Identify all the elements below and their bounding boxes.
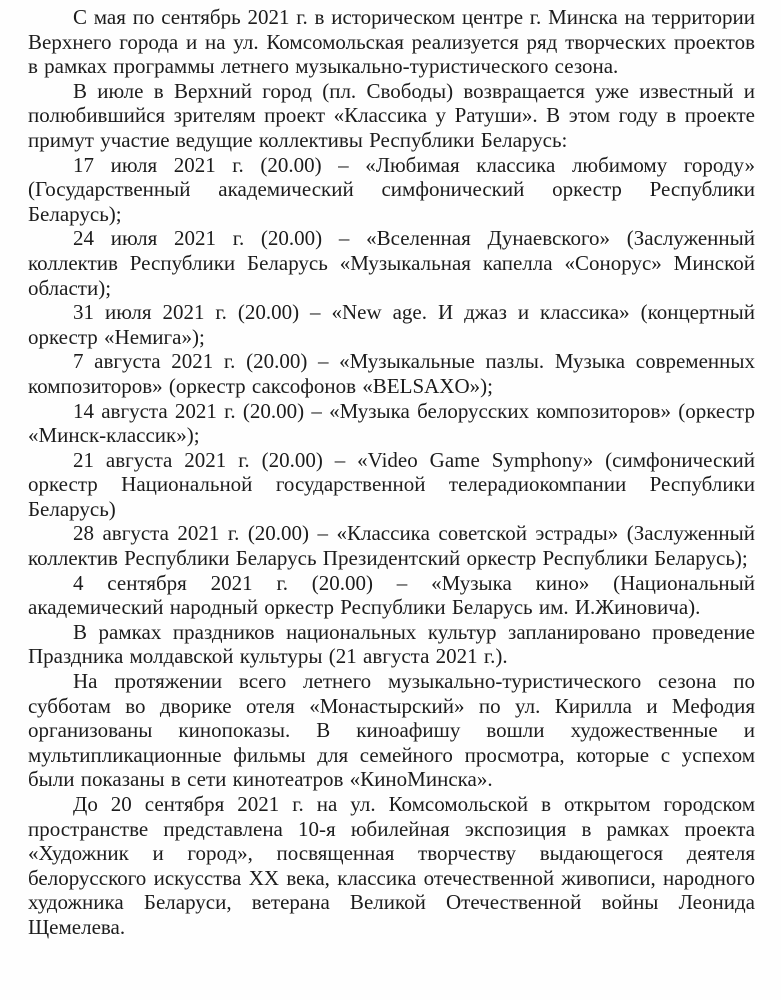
paragraph: 28 августа 2021 г. (20.00) – «Классика советской эстрады» (Заслуженный коллектив Республики Беларусь Президентский оркестр Республики Беларусь); xyxy=(28,521,755,571)
paragraph: До 20 сентября 2021 г. на ул. Комсомольской в открытом городском пространстве представлена 10-я юбилейная экспозиция в рамках проекта «Художник и город», посвященная творчеству выдающегося деятеля белорусского искусства XX века, классика отечественной живописи, народного художника Беларуси, ветерана Великой Отечественной войны Леонида Щемелева. xyxy=(28,792,755,939)
paragraph: На протяжении всего летнего музыкально-туристического сезона по субботам во дворике отеля «Монастырский» по ул. Кирилла и Мефодия организованы кинопоказы. В киноафишу вошли художественные и мультипликационные фильмы для семейного просмотра, которые с успехом были показаны в сети кинотеатров «КиноМинска». xyxy=(28,669,755,792)
paragraph: 7 августа 2021 г. (20.00) – «Музыкальные пазлы. Музыка современных композиторов» (оркестр саксофонов «BELSAXO»); xyxy=(28,349,755,398)
paragraph: 14 августа 2021 г. (20.00) – «Музыка белорусских композиторов» (оркестр «Минск-классик»); xyxy=(28,398,755,448)
paragraph: 24 июля 2021 г. (20.00) – «Вселенная Дунаевского» (Заслуженный коллектив Республики Беларусь «Музыкальная капелла «Сонорус» Минской области); xyxy=(28,226,755,300)
paragraph: В июле в Верхний город (пл. Свободы) возвращается уже известный и полюбившийся зрителям проект «Классика у Ратуши». В этом году в проекте примут участие ведущие коллективы Республики Беларусь: xyxy=(28,78,755,152)
paragraph: 21 августа 2021 г. (20.00) – «Video Game Symphony» (симфонический оркестр Национальной государственной телерадиокомпании Республики Беларусь) xyxy=(28,447,755,521)
paragraph: 17 июля 2021 г. (20.00) – «Любимая классика любимому городу» (Государственный академический симфонический оркестр Республики Беларусь); xyxy=(28,152,755,226)
paragraph: 4 сентября 2021 г. (20.00) – «Музыка кино» (Национальный академический народный оркестр Республики Беларусь им. И.Жиновича). xyxy=(28,570,755,620)
paragraph: В рамках праздников национальных культур запланировано проведение Праздника молдавской культуры (21 августа 2021 г.). xyxy=(28,619,755,669)
paragraph: С мая по сентябрь 2021 г. в историческом центре г. Минска на территории Верхнего города и на ул. Комсомольская реализуется ряд творческих проектов в рамках программы летнего музыкально-туристического сезона. xyxy=(28,5,755,79)
paragraph: 31 июля 2021 г. (20.00) – «New age. И джаз и классика» (концертный оркестр «Немига»); xyxy=(28,300,755,349)
